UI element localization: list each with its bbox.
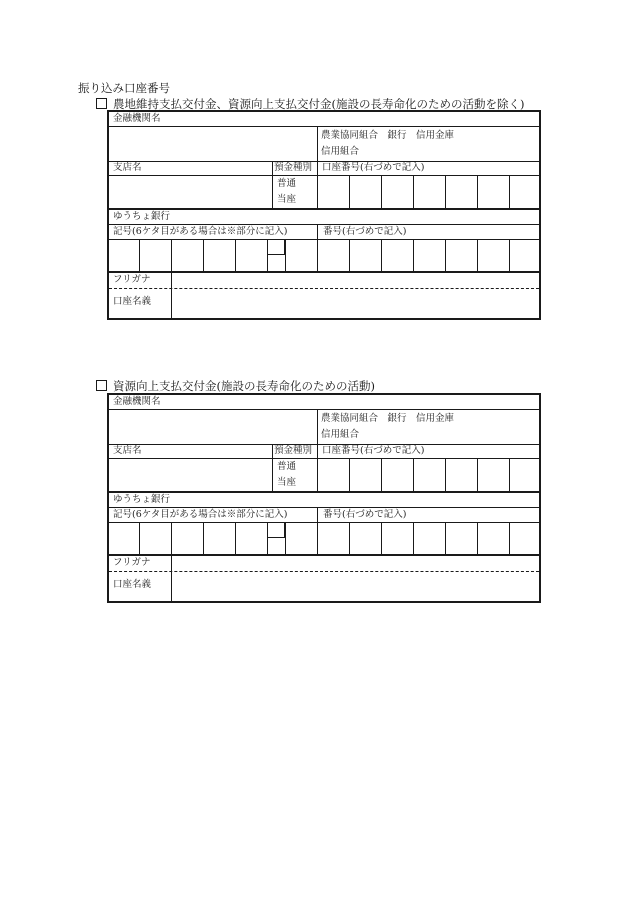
branch-label: 支店名: [113, 445, 142, 456]
symbol-label: 記号(6ケタ目がある場合は※部分に記入): [113, 226, 288, 237]
deposit-current[interactable]: 当座: [277, 194, 297, 205]
symbol-label: 記号(6ケタ目がある場合は※部分に記入): [113, 509, 288, 520]
holder-label: 口座名義: [113, 296, 152, 307]
section-1-heading-text: 農地維持支払交付金、資源向上支払交付金(施設の長寿命化のための活動を除く): [113, 97, 525, 111]
symbol-sixth-digit-box[interactable]: [267, 239, 285, 255]
account-form-1: [107, 110, 541, 320]
section-2-heading-text: 資源向上支払交付金(施設の長寿命化のための活動): [113, 379, 375, 393]
deposit-type-label: 預金種別: [274, 445, 313, 456]
section-1-checkbox[interactable]: [96, 98, 107, 109]
deposit-regular[interactable]: 普通: [277, 461, 297, 472]
bank-types-line2: 信用組合: [321, 146, 360, 157]
branch-label: 支店名: [113, 162, 142, 173]
yucho-label: ゆうちょ銀行: [113, 494, 171, 505]
section-2-checkbox[interactable]: [96, 380, 107, 391]
deposit-regular[interactable]: 普通: [277, 178, 297, 189]
account-number-label: 口座番号(右づめで記入): [322, 445, 425, 456]
page-title: 振り込み口座番号: [78, 81, 170, 95]
account-form-2: [107, 393, 541, 603]
yucho-label: ゆうちょ銀行: [113, 211, 171, 222]
bank-types-line2: 信用組合: [321, 429, 360, 440]
furigana-label: フリガナ: [113, 274, 151, 285]
account-number-label: 口座番号(右づめで記入): [322, 162, 425, 173]
bank-name-label: 金融機関名: [113, 113, 161, 124]
number-label: 番号(右づめで記入): [323, 226, 407, 237]
number-label: 番号(右づめで記入): [323, 509, 407, 520]
bank-types-line1: 農業協同組合 銀行 信用金庫: [321, 413, 455, 424]
section-2-heading: [96, 378, 375, 394]
furigana-label: フリガナ: [113, 557, 151, 568]
symbol-sixth-digit-box[interactable]: [267, 522, 285, 538]
bank-name-label: 金融機関名: [113, 396, 161, 407]
holder-label: 口座名義: [113, 579, 152, 590]
bank-types-line1: 農業協同組合 銀行 信用金庫: [321, 130, 455, 141]
deposit-current[interactable]: 当座: [277, 477, 297, 488]
deposit-type-label: 預金種別: [274, 162, 313, 173]
